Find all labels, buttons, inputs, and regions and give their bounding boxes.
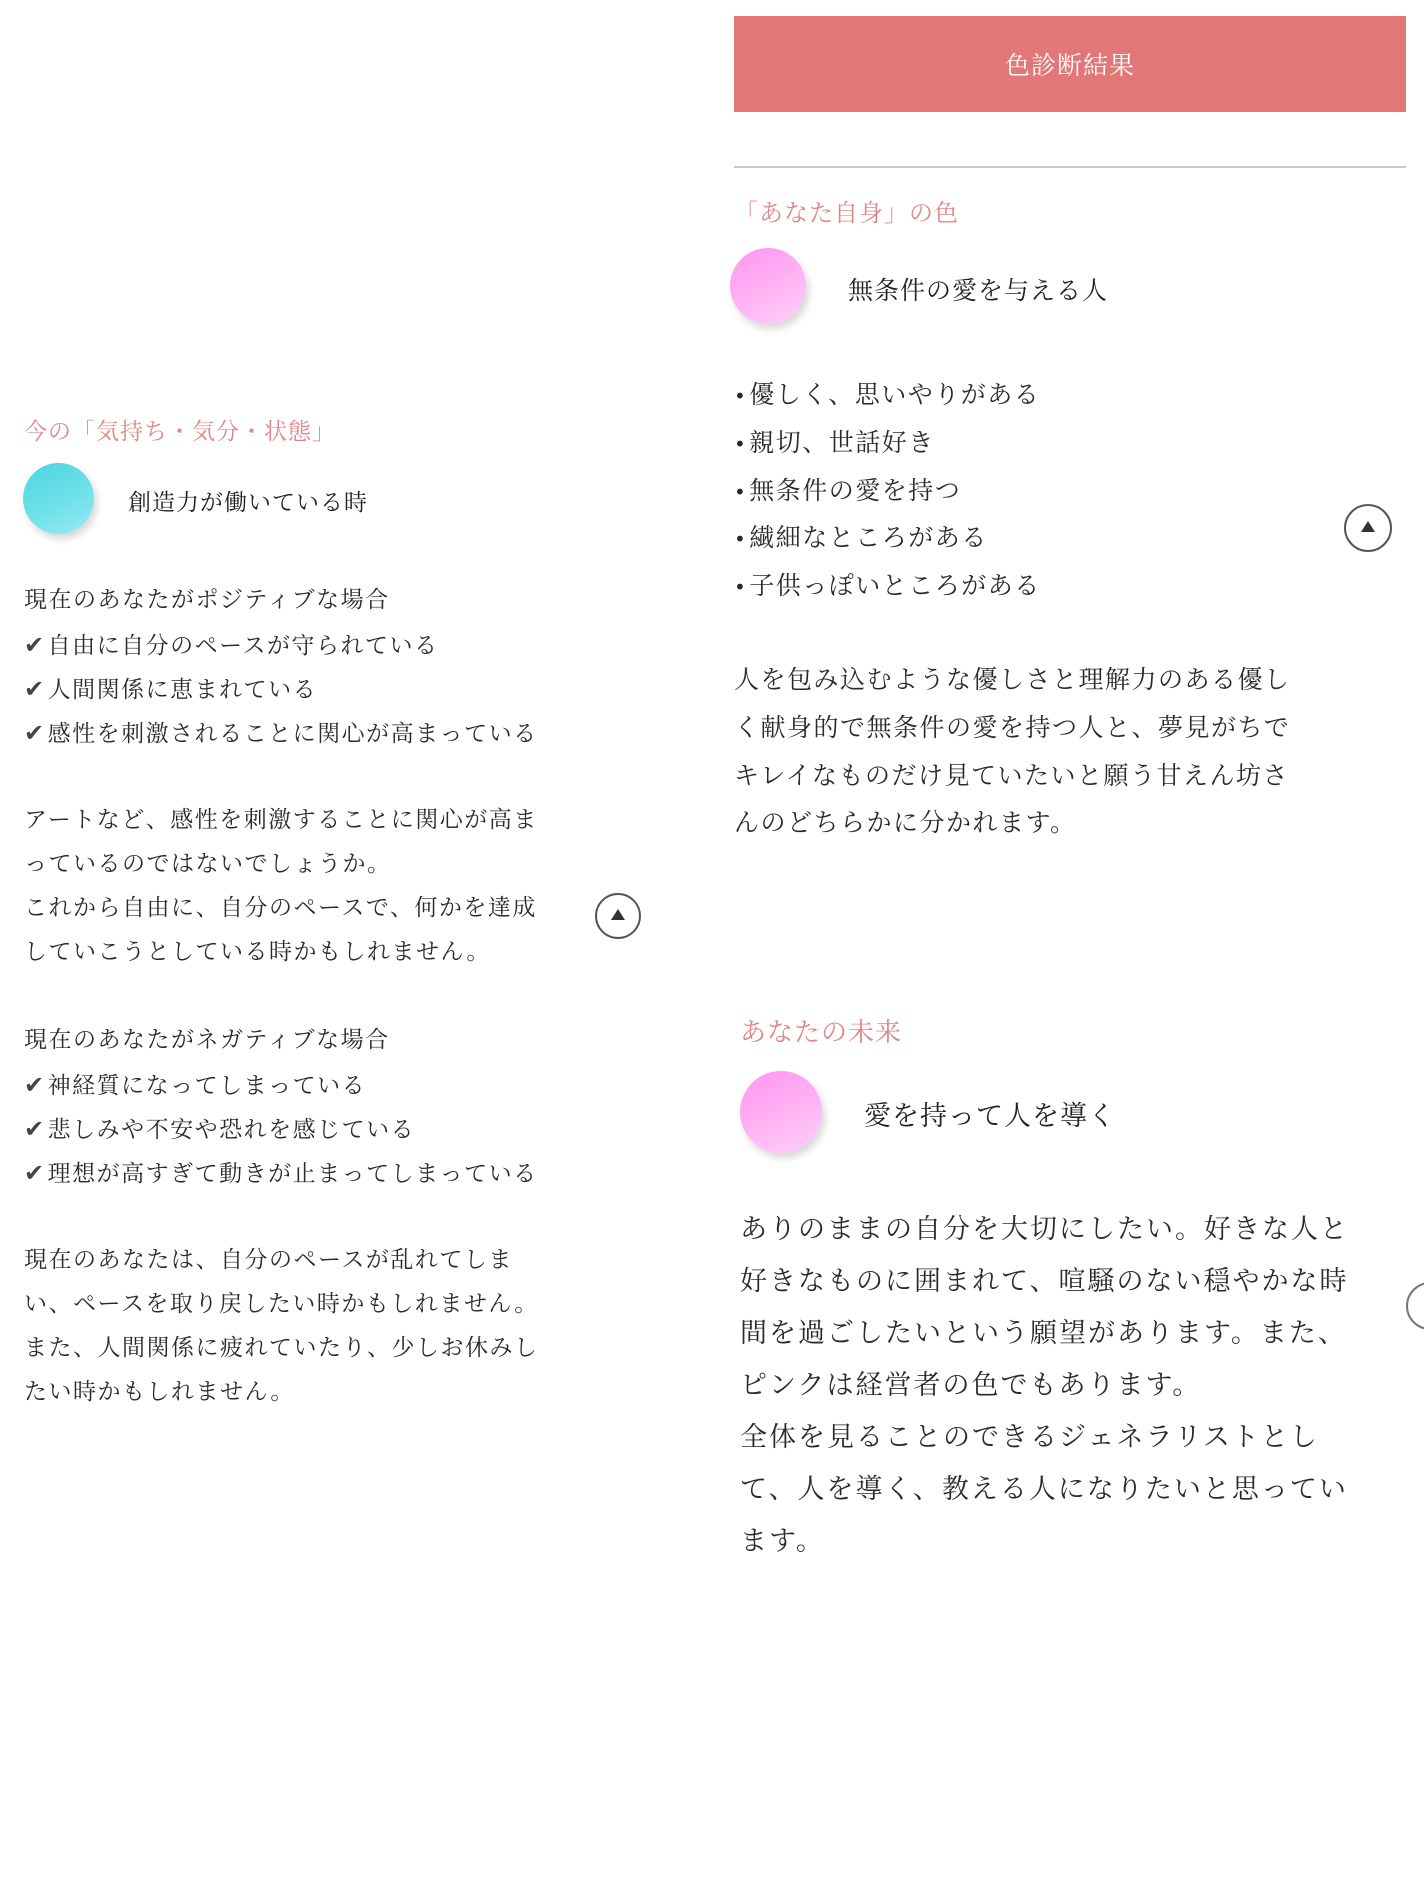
current-mood-label: 創造力が働いている時 (128, 490, 368, 516)
scroll-to-top-button-partial[interactable] (1406, 1282, 1424, 1330)
positive-item: ✔感性を刺激されることに関心が高まっている (24, 719, 538, 747)
checkmark-icon: ✔ (24, 631, 46, 659)
scroll-to-top-button[interactable] (1344, 504, 1392, 552)
positive-item: ✔自由に自分のペースが守られている (24, 631, 439, 659)
positive-item: ✔人間関係に恵まれている (24, 675, 318, 703)
result-title: 色診断結果 (1004, 51, 1135, 80)
trait-item: •無条件の愛を持つ (734, 476, 962, 505)
negative-item: ✔理想が高すぎて動きが止まってしまっている (24, 1159, 538, 1187)
future-label: 愛を持って人を導く (864, 1101, 1116, 1132)
divider (734, 166, 1406, 168)
checkmark-icon: ✔ (24, 1071, 46, 1099)
scroll-to-top-button[interactable] (595, 893, 641, 939)
trait-item: •優しく、思いやりがある (734, 380, 1041, 409)
checkmark-icon: ✔ (24, 1115, 46, 1143)
current-mood-heading: 今の「気持ち・気分・状態」 (24, 419, 336, 445)
checkmark-icon: ✔ (24, 675, 46, 703)
positive-title: 現在のあなたがポジティブな場合 (24, 587, 390, 613)
bullet-icon: • (734, 432, 748, 456)
checkmark-icon: ✔ (24, 719, 46, 747)
negative-item: ✔悲しみや不安や恐れを感じている (24, 1115, 416, 1143)
checkmark-icon: ✔ (24, 1159, 46, 1187)
current-mood-swatch-icon (23, 463, 94, 534)
self-color-swatch-icon (730, 248, 806, 324)
future-color-swatch-icon (740, 1071, 822, 1153)
bullet-icon: • (734, 575, 748, 599)
trait-item: •親切、世話好き (734, 428, 935, 457)
self-color-label: 無条件の愛を与える人 (848, 276, 1109, 305)
triangle-up-icon (1361, 521, 1375, 532)
trait-item: •繊細なところがある (734, 523, 988, 552)
bullet-icon: • (734, 480, 748, 504)
self-color-heading: 「あなた自身」の色 (734, 199, 959, 227)
negative-item: ✔神経質になってしまっている (24, 1071, 367, 1099)
result-header (734, 16, 1406, 112)
future-heading: あなたの未来 (740, 1018, 903, 1048)
bullet-icon: • (734, 384, 748, 408)
triangle-up-icon (611, 909, 625, 920)
bullet-icon: • (734, 527, 748, 551)
trait-item: •子供っぽいところがある (734, 571, 1041, 600)
negative-title: 現在のあなたがネガティブな場合 (24, 1027, 390, 1053)
